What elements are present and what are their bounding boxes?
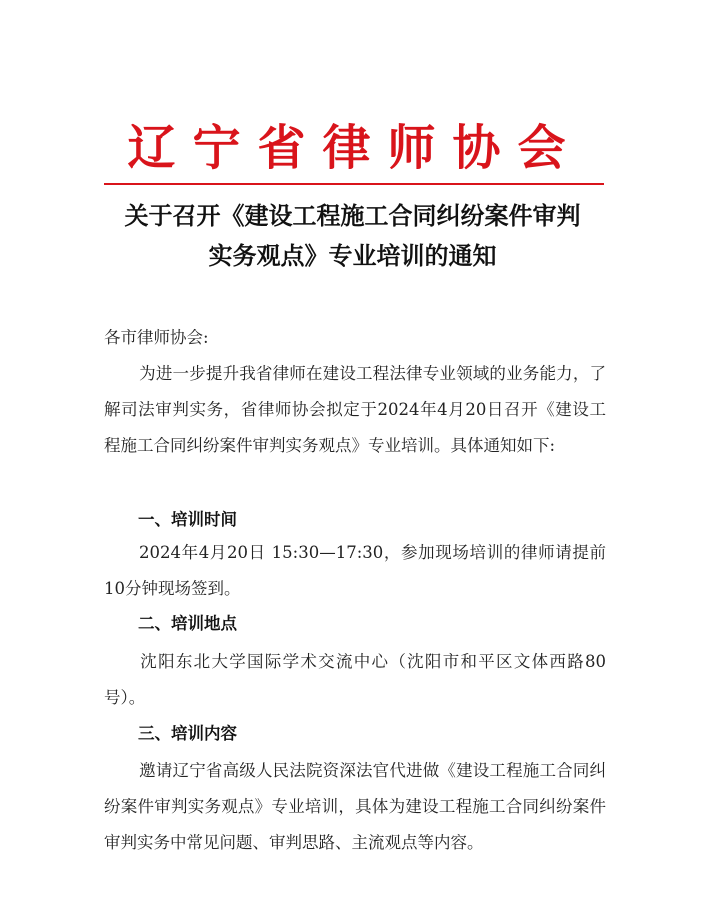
intro-paragraph <box>104 356 606 464</box>
section-text-location: 沈阳东北大学国际学术交流中心（沈阳市和平区文体西路80号）。 <box>104 652 606 707</box>
organization-title: 辽宁省律师协会 <box>127 120 583 176</box>
section-heading-content: 三、培训内容 <box>138 724 237 743</box>
section-paragraph-content <box>104 753 606 861</box>
section-heading-location: 二、培训地点 <box>138 614 237 633</box>
red-header-divider <box>104 183 604 185</box>
notice-title-line-1: 关于召开《建设工程施工合同纠纷案件审判 <box>124 202 581 230</box>
section-text-content: 邀请辽宁省高级人民法院资深法官代进做《建设工程施工合同纠纷案件审判实务观点》专业培训，具体为建设工程施工合同纠纷案件审判实务中常见问题、审判思路、主流观点等内容。 <box>104 761 606 852</box>
section-heading-time: 一、培训时间 <box>138 510 237 529</box>
intro-text: 为进一步提升我省律师在建设工程法律专业领域的业务能力，了解司法审判实务，省律师协会拟定于2024年4月20日召开《建设工程施工合同纠纷案件审判实务观点》专业培训。具体通知如下: <box>104 364 606 455</box>
section-paragraph-location <box>104 644 606 716</box>
notice-title-line-2: 实务观点》专业培训的通知 <box>208 242 497 270</box>
section-text-time: 2024年4月20日 15:30—17:30，参加现场培训的律师请提前10分钟现场签到。 <box>104 543 606 598</box>
salutation: 各市律师协会: <box>104 328 209 347</box>
notice-title <box>100 196 605 276</box>
section-paragraph-time <box>104 535 606 607</box>
